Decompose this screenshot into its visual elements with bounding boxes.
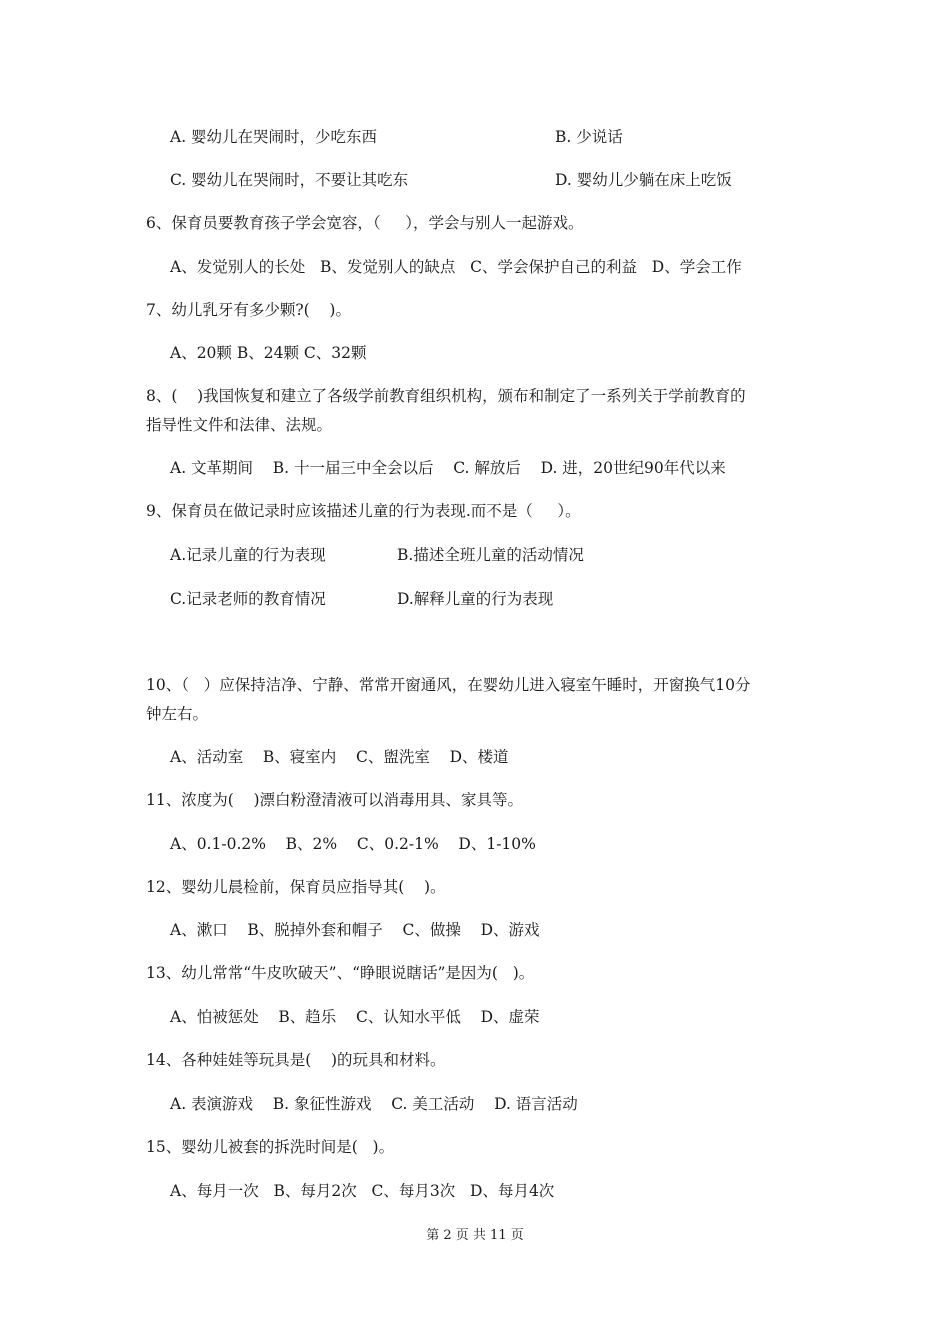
question-12-stem: 12、婴幼儿晨检前，保育员应指导其( )。: [146, 878, 446, 896]
question-9-option-c: C.记录老师的教育情况: [170, 590, 326, 608]
question-10-stem-line-2: 钟左右。: [146, 705, 209, 723]
question-9-option-d: D.解释儿童的行为表现: [397, 590, 554, 608]
q5-option-b: B. 少说话: [555, 128, 623, 146]
page-footer: 第 2 页 共 11 页: [426, 1228, 524, 1243]
question-11-stem: 11、浓度为( )漂白粉澄清液可以消毒用具、家具等。: [146, 791, 524, 809]
q5-option-d: D. 婴幼儿少躺在床上吃饭: [555, 171, 732, 189]
question-8-options: A. 文革期间 B. 十一届三中全会以后 C. 解放后 D. 进，20世纪90年代以来: [170, 459, 726, 477]
question-14-options: A. 表演游戏 B. 象征性游戏 C. 美工活动 D. 语言活动: [170, 1095, 578, 1113]
question-13-stem: 13、幼儿常常“牛皮吹破天”、“睁眼说瞎话”是因为( )。: [146, 964, 535, 982]
question-11-options: A、0.1-0.2% B、2% C、0.2-1% D、1-10%: [170, 835, 536, 853]
question-9-option-b: B.描述全班儿童的活动情况: [397, 546, 584, 564]
question-6-options: A、发觉别人的长处 B、发觉别人的缺点 C、学会保护自己的利益 D、学会工作: [170, 258, 742, 276]
q5-option-c: C. 婴幼儿在哭闹时，不要让其吃东: [170, 171, 409, 189]
q5-option-a: A. 婴幼儿在哭闹时，少吃东西: [170, 128, 378, 146]
question-10-stem-line-1: 10、（ ）应保持洁净、宁静、常常开窗通风，在婴幼儿进入寝室午睡时，开窗换气10分: [146, 676, 751, 694]
question-6-stem: 6、保育员要教育孩子学会宽容，（ ），学会与别人一起游戏。: [146, 214, 584, 232]
question-9-option-a: A.记录儿童的行为表现: [170, 546, 326, 564]
question-9-stem: 9、保育员在做记录时应该描述儿童的行为表现.而不是（ ）。: [146, 502, 581, 520]
question-10-options: A、活动室 B、寝室内 C、盥洗室 D、楼道: [170, 748, 509, 766]
question-15-stem: 15、婴幼儿被套的拆洗时间是( )。: [146, 1138, 395, 1156]
question-8-stem-line-2: 指导性文件和法律、法规。: [146, 416, 333, 434]
question-7-stem: 7、幼儿乳牙有多少颗?( )。: [146, 301, 351, 319]
question-13-options: A、怕被惩处 B、趋乐 C、认知水平低 D、虚荣: [170, 1008, 540, 1026]
question-12-options: A、漱口 B、脱掉外套和帽子 C、做操 D、游戏: [170, 921, 540, 939]
question-8-stem-line-1: 8、( )我国恢复和建立了各级学前教育组织机构，颁布和制定了一系列关于学前教育的: [146, 387, 746, 405]
question-15-options: A、每月一次 B、每月2次 C、每月3次 D、每月4次: [170, 1182, 555, 1200]
question-7-options: A、20颗 B、24颗 C、32颗: [170, 344, 367, 362]
question-14-stem: 14、各种娃娃等玩具是( )的玩具和材料。: [146, 1051, 446, 1069]
